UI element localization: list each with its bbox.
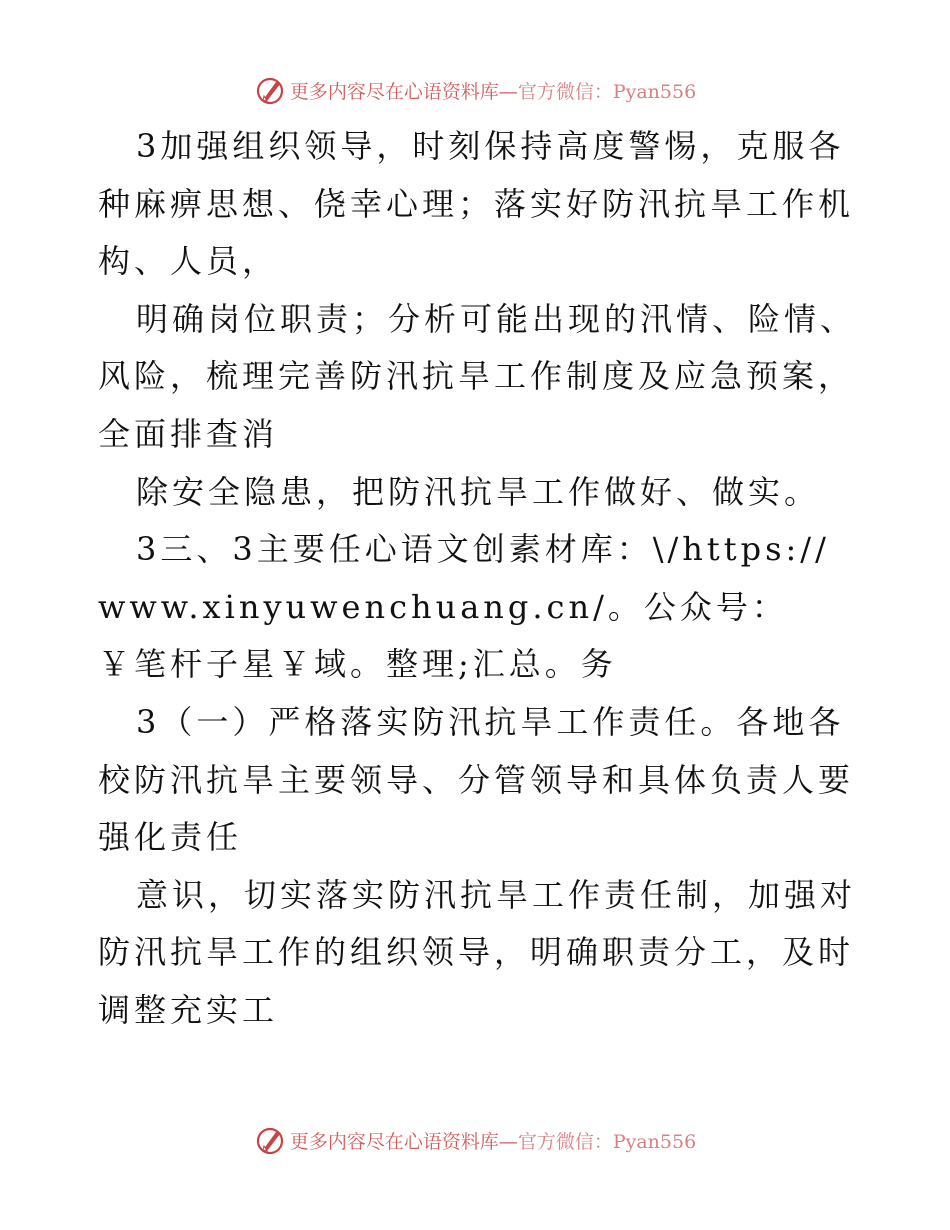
pen-circle-logo-icon <box>254 1124 286 1156</box>
paragraph-5: 3（一）严格落实防汛抗旱工作责任。各地各校防汛抗旱主要领导、分管领导和具体负责人要强化责任 <box>98 702 855 857</box>
paragraph-1: 3加强组织领导，时刻保持高度警惕，克服各种麻痹思想、侥幸心理；落实好防汛抗旱工作机构、人员， <box>98 127 855 281</box>
paragraph-3: 除安全隐患，把防汛抗旱工作做好、做实。 <box>136 472 821 511</box>
header-watermark <box>0 70 950 110</box>
pen-circle-logo-icon <box>254 74 286 106</box>
paragraph-6: 意识，切实落实防汛抗旱工作责任制，加强对防汛抗旱工作的组织领导，明确职责分工，及时调整充实工 <box>98 875 857 1029</box>
document-body <box>98 118 858 1040</box>
header-watermark-text: 更多内容尽在心语资料库—官方微信：Pyan556 <box>289 80 697 103</box>
paragraph-4: 3三、3主要任心语文创素材库：\/https://www.xinyuwenchuang.cn/。公众号：￥笔杆子星￥域。整理;汇总。务 <box>98 530 830 684</box>
footer-watermark-text: 更多内容尽在心语资料库—官方微信：Pyan556 <box>289 1130 697 1153</box>
paragraph-2: 明确岗位职责；分析可能出现的汛情、险情、风险，梳理完善防汛抗旱工作制度及应急预案，全面排查消 <box>98 299 857 453</box>
footer-watermark <box>0 1120 950 1160</box>
